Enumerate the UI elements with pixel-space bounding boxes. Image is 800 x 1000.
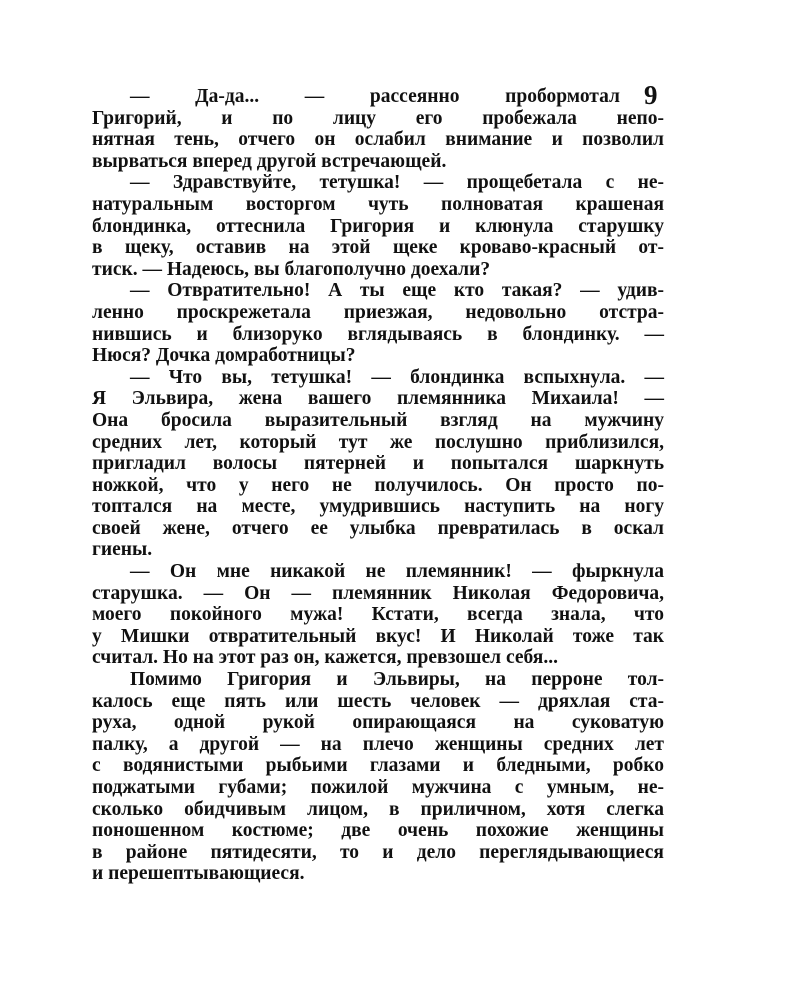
text-line: своей жене, отчего ее улыбка превратилась в оскал	[92, 517, 664, 539]
text-line: сколько обидчивым лицом, в приличном, хотя слегка	[92, 798, 664, 820]
text-line: гиены.	[92, 539, 153, 561]
text-line: пригладил волосы пятерней и попытался шаркнуть	[92, 453, 664, 475]
text-line: моего покойного мужа! Кстати, всегда знала, что	[92, 604, 664, 626]
text-line: Она бросила выразительный взгляд на мужчину	[92, 409, 664, 431]
text-line: палку, а другой — на плечо женщины средних лет	[92, 733, 664, 755]
text-line: калось еще пять или шесть человек — дряхлая ста-	[92, 690, 664, 712]
text-line: тиск. — Надеюсь, вы благополучно доехали?	[92, 258, 491, 280]
text-line: в щеку, оставив на этой щеке кроваво-красный от-	[92, 237, 664, 259]
text-line: и перешептывающиеся.	[92, 863, 305, 885]
text-line: — Здравствуйте, тетушка! — прощебетала с не-	[130, 172, 664, 194]
paragraph	[92, 367, 664, 561]
text-line: — Отвратительно! А ты еще кто такая? — удив-	[130, 280, 664, 302]
text-line: средних лет, который тут же послушно приблизился,	[92, 431, 664, 453]
text-line: — Да-да... — рассеянно пробормотал	[130, 86, 620, 107]
page-number: 9	[644, 80, 658, 110]
text-line: руха, одной рукой опирающаяся на суковатую	[92, 712, 664, 734]
text-line: считал. Но на этот раз он, кажется, превзошел себя...	[92, 647, 558, 669]
text-line: Я Эльвира, жена вашего племянника Михаила! —	[92, 388, 664, 410]
text-line: ленно проскрежетала приезжая, недовольно отстра-	[92, 301, 664, 323]
text-line: — Что вы, тетушка! — блондинка вспыхнула. —	[130, 366, 664, 388]
text-line: Григорий, и по лицу его пробежала непо-	[92, 107, 664, 129]
paragraph	[92, 172, 664, 280]
text-line: натуральным восторгом чуть полноватая крашеная	[92, 193, 664, 215]
text-line: Нюся? Дочка домработницы?	[92, 345, 356, 367]
paragraph	[92, 86, 664, 172]
text-line: нившись и близоруко вглядываясь в блондинку. —	[92, 323, 664, 345]
text-line: поджатыми губами; пожилой мужчина с умным, не-	[92, 777, 664, 798]
text-line: Помимо Григория и Эльвиры, на перроне тол-	[130, 669, 664, 691]
paragraph	[92, 669, 664, 885]
text-line: — Он мне никакой не племянник! — фыркнула	[130, 561, 664, 583]
text-line: с водянистыми рыбьими глазами и бледными, робко	[92, 755, 664, 777]
text-line: топтался на месте, умудрившись наступить на ногу	[92, 496, 664, 518]
text-line: нятная тень, отчего он ослабил внимание и позволил	[92, 129, 664, 151]
paragraph	[92, 280, 664, 366]
paragraph	[92, 561, 664, 669]
text-line: поношенном костюме; две очень похожие женщины	[92, 820, 664, 842]
body-text	[92, 86, 664, 885]
text-line: вырваться вперед другой встречающей.	[92, 150, 447, 172]
text-line: у Мишки отвратительный вкус! И Николай тоже так	[92, 625, 664, 647]
text-line: в районе пятидесяти, то и дело переглядывающиеся	[92, 841, 664, 863]
text-line: старушка. — Он — племянник Николая Федоровича,	[92, 582, 664, 604]
text-line: блондинка, оттеснила Григория и клюнула старушку	[92, 215, 664, 237]
text-line: ножкой, что у него не получилось. Он просто по-	[92, 474, 664, 496]
